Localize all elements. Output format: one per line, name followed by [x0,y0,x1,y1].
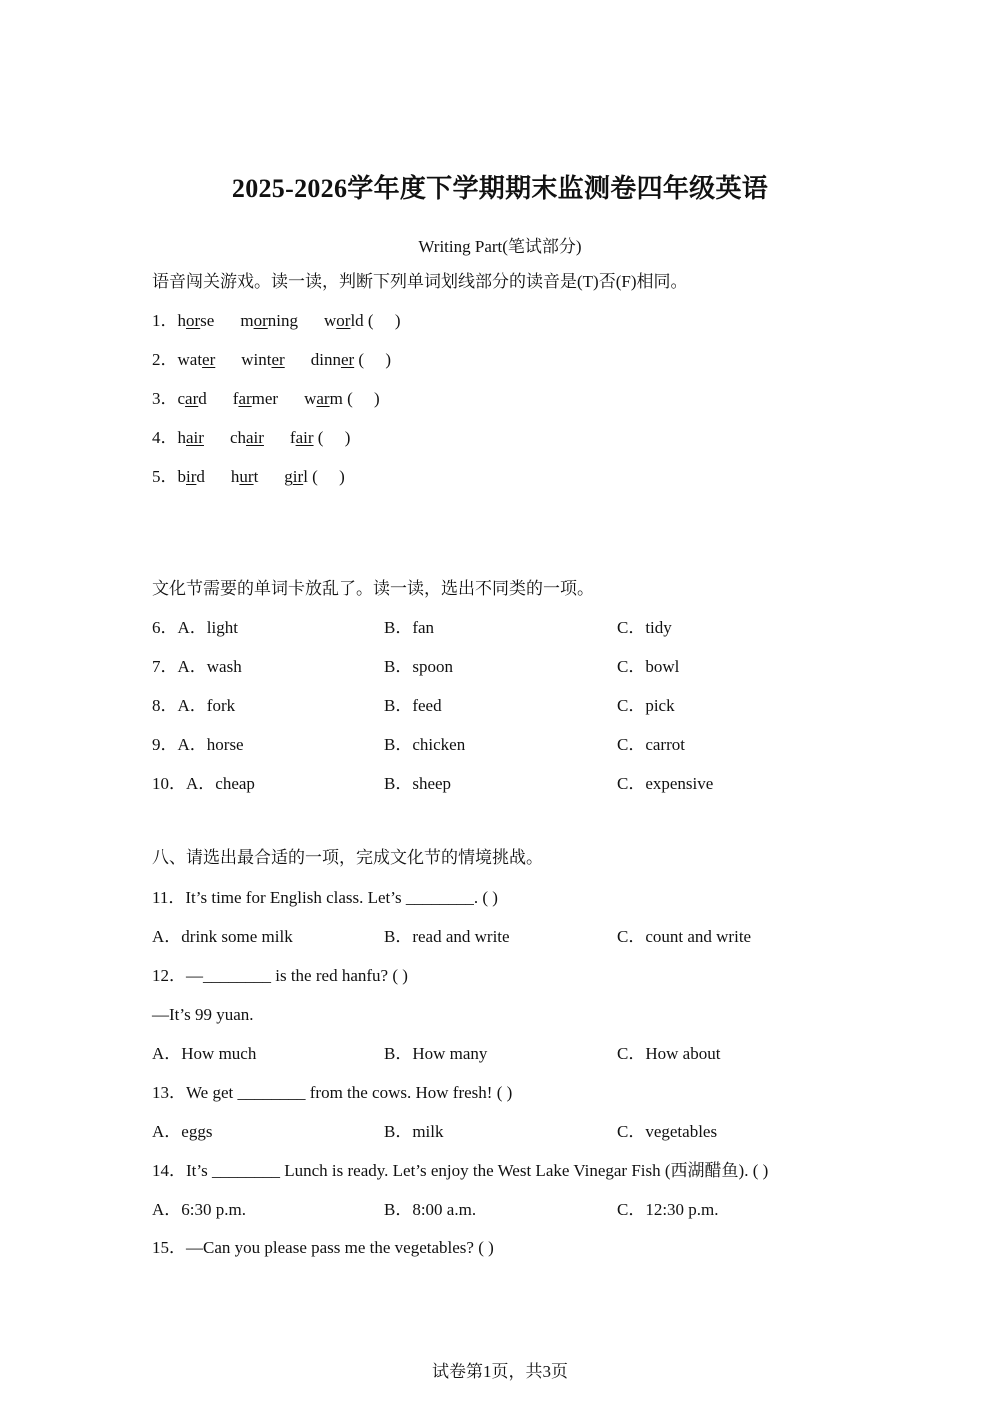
q12-stem: 12．—________ is the red hanfu? ( ) [152,966,408,985]
q8-option-a: 8．A．fork [152,696,236,715]
word-part: m [240,311,254,330]
question-number: 2． [152,350,178,369]
phonics-word [231,466,258,488]
word-part: w [304,389,317,408]
word-part: d [198,389,207,408]
word-part: m [329,389,343,408]
word-part: c [177,389,186,408]
word-part: se [200,311,215,330]
underlined-letters: ar [185,389,199,408]
phonics-question-row [152,310,401,332]
phonics-word [324,310,364,332]
phonics-question-row [152,349,391,371]
word-part: b [177,467,186,486]
word-part: h [177,428,186,447]
phonics-question-row [152,466,345,488]
q11-option-b: B．read and write [384,927,510,946]
underlined-letters: air [245,428,264,447]
q9-option-a: 9．A．horse [152,735,244,754]
section1-instruction: 语音闯关游戏。读一读，判断下列单词划线部分的读音是(T)否(F)相同。 [152,272,688,291]
q10-option-b: B．sheep [384,774,452,793]
phonics-word [178,427,204,449]
exam-subtitle: Writing Part(笔试部分) [418,237,582,256]
q9-option-b: B．chicken [384,735,466,754]
underlined-letters: or [336,311,351,330]
q6-option-b: B．fan [384,618,435,637]
q10-option-c: C．expensive [617,774,714,793]
page-footer: 试卷第1页，共3页 [432,1362,568,1381]
word-part: d [196,467,205,486]
underlined-letters: or [253,311,268,330]
q14-stem: 14．It’s ________ Lunch is ready. Let’s enjoy the West Lake Vinegar Fish (西湖醋鱼). ( ) [152,1161,769,1180]
section2-instruction: 文化节需要的单词卡放乱了。读一读，选出不同类的一项。 [152,579,594,598]
word-part: h [177,311,186,330]
q12-option-b: B．How many [384,1044,488,1063]
answer-blank[interactable]: ( ) [307,467,345,486]
q14-option-a: A．6:30 p.m. [152,1200,246,1219]
q8-option-b: B．feed [384,696,442,715]
phonics-word [178,388,207,410]
q13-option-b: B．milk [384,1122,444,1141]
underlined-letters: or [186,311,201,330]
q12-option-a: A．How much [152,1044,257,1063]
word-part: dinn [310,350,341,369]
q13-option-a: A．eggs [152,1122,213,1141]
phonics-question-row [152,427,350,449]
question-number: 5． [152,467,178,486]
question-number: 4． [152,428,178,447]
underlined-letters: er [340,350,355,369]
answer-blank[interactable]: ( ) [313,428,351,447]
q7-option-c: C．bowl [617,657,680,676]
word-part: l [303,467,308,486]
word-part: ld [350,311,364,330]
question-number: 1． [152,311,178,330]
exam-title: 2025-2026学年度下学期期末监测卷四年级英语 [231,174,769,203]
phonics-word [290,427,314,449]
phonics-word [230,427,264,449]
word-part: f [232,389,239,408]
word-part: f [289,428,296,447]
q6-option-c: C．tidy [617,618,672,637]
phonics-word [178,349,216,371]
word-part: ning [267,311,298,330]
q14-option-c: C．12:30 p.m. [617,1200,719,1219]
phonics-word [178,466,205,488]
underlined-letters: ar [316,389,330,408]
underlined-letters: ir [292,467,304,486]
q6-option-a: 6．A．light [152,618,238,637]
word-part: t [253,467,259,486]
underlined-letters: er [271,350,285,369]
phonics-question-row [152,388,380,410]
word-part: wint [241,350,272,369]
q11-option-a: A．drink some milk [152,927,293,946]
underlined-letters: air [295,428,314,447]
word-part: g [284,467,293,486]
q7-option-b: B．spoon [384,657,453,676]
phonics-word [241,349,284,371]
phonics-word [240,310,298,332]
q12-dialog-answer: —It’s 99 yuan. [152,1005,254,1024]
word-part: mer [251,389,279,408]
word-part: w [323,311,337,330]
answer-blank[interactable]: ( ) [354,350,391,369]
q13-stem: 13．We get ________ from the cows. How fresh! ( ) [152,1083,513,1102]
q10-option-a: 10．A．cheap [152,774,255,793]
q11-stem: 11．It’s time for English class. Let’s ________. ( ) [152,888,498,907]
underlined-letters: er [202,350,216,369]
phonics-word [284,466,308,488]
underlined-letters: ar [238,389,252,408]
phonics-word [233,388,278,410]
q13-option-c: C．vegetables [617,1122,718,1141]
underlined-letters: air [186,428,204,447]
question-number: 3． [152,389,178,408]
q9-option-c: C．carrot [617,735,685,754]
word-part: ch [229,428,246,447]
q14-option-b: B．8:00 a.m. [384,1200,477,1219]
underlined-letters: ur [239,467,254,486]
word-part: wat [177,350,203,369]
q11-option-c: C．count and write [617,927,752,946]
phonics-word [311,349,354,371]
q12-option-c: C．How about [617,1044,721,1063]
answer-blank[interactable]: ( ) [342,389,380,408]
word-part: h [230,467,240,486]
phonics-word [304,388,343,410]
underlined-letters: ir [186,467,197,486]
q8-option-c: C．pick [617,696,675,715]
phonics-word [178,310,215,332]
q7-option-a: 7．A．wash [152,657,242,676]
q15-stem: 15．—Can you please pass me the vegetables? ( ) [152,1238,494,1257]
answer-blank[interactable]: ( ) [363,311,401,330]
section3-instruction: 八、请选出最合适的一项，完成文化节的情境挑战。 [152,848,543,867]
